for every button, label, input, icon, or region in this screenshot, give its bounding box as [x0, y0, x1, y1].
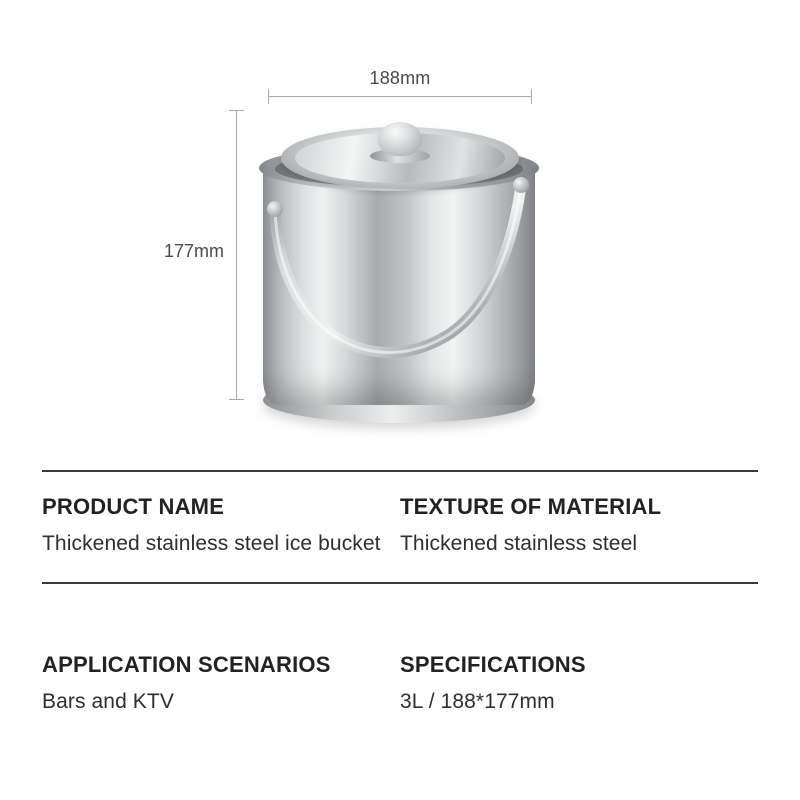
width-dimension-cap-right	[531, 89, 532, 104]
spec-texture-of-material	[400, 494, 758, 556]
spec-title: TEXTURE OF MATERIAL	[400, 494, 662, 519]
ice-bucket-illustration	[255, 105, 547, 425]
spec-specifications	[400, 652, 758, 714]
width-dimension-annotation	[268, 68, 532, 102]
spec-product-name	[42, 494, 400, 556]
height-dimension-cap-top	[229, 110, 244, 111]
width-dimension-line	[268, 96, 532, 97]
spec-title: APPLICATION SCENARIOS	[42, 652, 331, 677]
spec-row-2	[0, 630, 800, 740]
spec-title: SPECIFICATIONS	[400, 652, 586, 677]
spec-value: Thickened stainless steel ice bucket	[42, 532, 381, 555]
spec-value: Bars and KTV	[42, 690, 174, 713]
handle-rivet-left	[267, 201, 283, 217]
specifications-section	[0, 470, 800, 740]
width-dimension-label: 188mm	[369, 68, 431, 88]
height-dimension-label: 177mm	[163, 241, 224, 261]
height-dimension-annotation	[140, 110, 250, 400]
bucket-handle	[255, 105, 547, 425]
spec-row-1	[0, 472, 800, 582]
spec-value: 3L / 188*177mm	[400, 690, 555, 713]
height-dimension-line	[236, 110, 237, 400]
handle-rivet-right	[513, 177, 529, 193]
spec-value: Thickened stainless steel	[400, 532, 638, 555]
height-dimension-cap-bottom	[229, 399, 244, 400]
spec-title: PRODUCT NAME	[42, 494, 225, 519]
spec-application-scenarios	[42, 652, 400, 714]
row-spacer	[0, 584, 800, 630]
width-dimension-cap-left	[268, 89, 269, 104]
